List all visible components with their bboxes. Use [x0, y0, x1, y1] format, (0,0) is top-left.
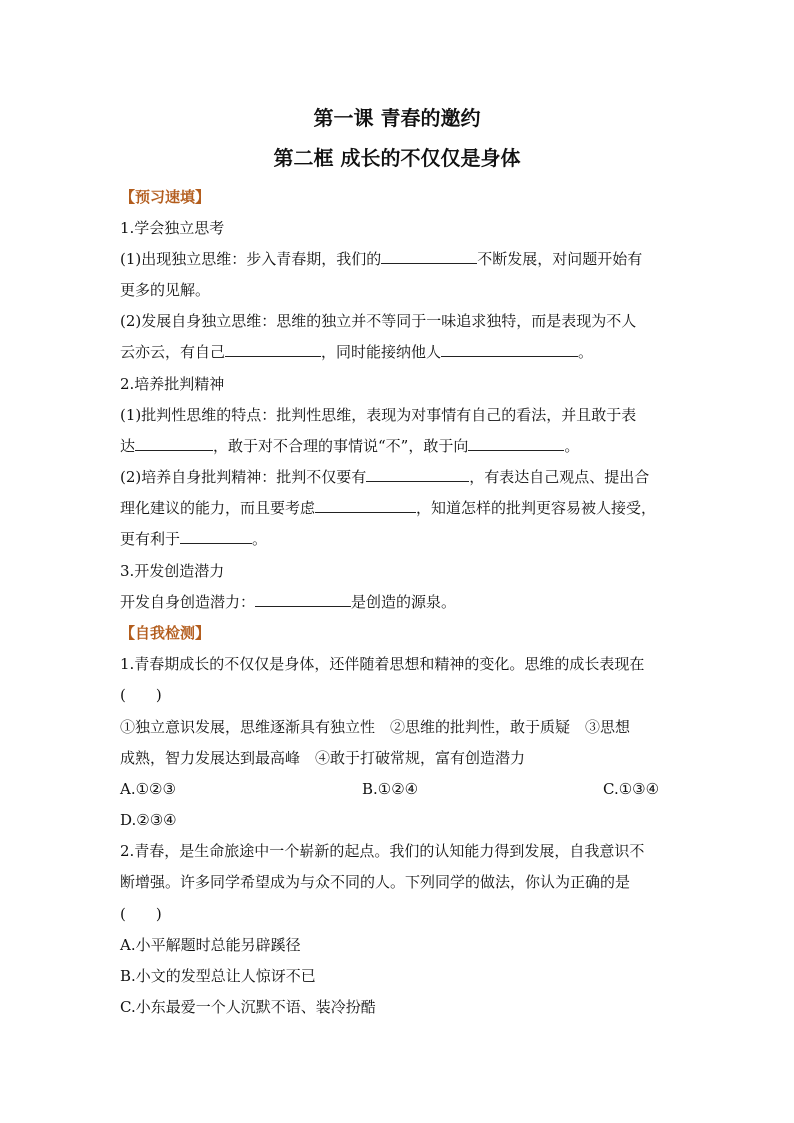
- preview-heading: 【预习速填】: [120, 188, 211, 206]
- text: ，同时能接纳他人: [321, 343, 442, 361]
- q2-paren: ( ): [120, 905, 162, 923]
- text: 。: [252, 530, 268, 548]
- q1-option-b: B.①②④: [362, 780, 419, 798]
- blank-line: [180, 529, 252, 544]
- q2-option-b: B.小文的发型总让人惊讶不已: [120, 967, 316, 985]
- q1-paren: ( ): [120, 686, 162, 704]
- blank-line: [135, 436, 213, 451]
- blank-line: [366, 467, 469, 482]
- text: 云亦云，有自己: [120, 343, 226, 361]
- text: 。: [578, 343, 594, 361]
- item2-line3: [120, 467, 649, 487]
- text: ，敢于对不合理的事情说“不”，敢于向: [213, 437, 469, 455]
- item2-line2: [120, 436, 579, 456]
- item1-line2: 更多的见解。: [120, 281, 211, 299]
- q1-option-a: A.①②③: [120, 780, 176, 798]
- blank-line: [255, 592, 351, 607]
- text: 理化建议的能力，而且要考虑: [120, 499, 316, 517]
- item1-title: 1.学会独立思考: [120, 219, 225, 237]
- text: 达: [120, 437, 136, 455]
- blank-line: [381, 249, 477, 264]
- blank-line: [468, 436, 564, 451]
- q1-option-d: D.②③④: [120, 811, 177, 829]
- text: (2)培养自身批判精神：批判不仅要有: [120, 468, 367, 486]
- q2-option-a: A.小平解题时总能另辟蹊径: [120, 936, 301, 954]
- q2-option-c: C.小东最爱一个人沉默不语、装冷扮酷: [120, 998, 376, 1016]
- q1-statements-line1: ①独立意识发展，思维逐渐具有独立性 ②思维的批判性，敢于质疑 ③思想: [120, 718, 631, 736]
- section-title: 第二框 成长的不仅仅是身体: [273, 146, 521, 170]
- text: ，知道怎样的批判更容易被人接受，: [416, 499, 657, 517]
- item2-title: 2.培养批判精神: [120, 375, 225, 393]
- lesson-title: 第一课 青春的邀约: [313, 106, 481, 130]
- item3-title: 3.开发创造潜力: [120, 562, 225, 580]
- q1-option-c: C.①③④: [603, 780, 660, 798]
- text: 开发自身创造潜力：: [120, 593, 256, 611]
- text: 不断发展，对问题开始有: [477, 250, 643, 268]
- item2-line4: [120, 498, 656, 518]
- q2-stem-line1: 2.青春，是生命旅途中一个崭新的起点。我们的认知能力得到发展，自我意识不: [120, 842, 645, 860]
- item2-line1: (1)批判性思维的特点：批判性思维，表现为对事情有自己的看法，并且敢于表: [120, 406, 637, 424]
- item2-line5: [120, 529, 267, 549]
- text: 。: [564, 437, 580, 455]
- text: 是创造的源泉。: [351, 593, 457, 611]
- q1-stem: 1.青春期成长的不仅仅是身体，还伴随着思想和精神的变化。思维的成长表现在: [120, 655, 645, 673]
- blank-line: [441, 342, 578, 357]
- item1-line1: [120, 249, 642, 269]
- blank-line: [315, 498, 416, 513]
- text: 更有利于: [120, 530, 181, 548]
- item3-line1: [120, 592, 456, 612]
- blank-line: [225, 342, 321, 357]
- item1-line4: [120, 342, 593, 362]
- text: (1)出现独立思维：步入青春期，我们的: [120, 250, 382, 268]
- text: ，有表达自己观点、提出合: [469, 468, 650, 486]
- item1-line3: (2)发展自身独立思维：思维的独立并不等同于一味追求独特，而是表现为不人: [120, 312, 637, 330]
- q1-statements-line2: 成熟，智力发展达到最高峰 ④敢于打破常规，富有创造潜力: [120, 749, 526, 767]
- q2-stem-line2: 断增强。许多同学希望成为与众不同的人。下列同学的做法，你认为正确的是: [120, 873, 631, 891]
- check-heading: 【自我检测】: [120, 624, 211, 642]
